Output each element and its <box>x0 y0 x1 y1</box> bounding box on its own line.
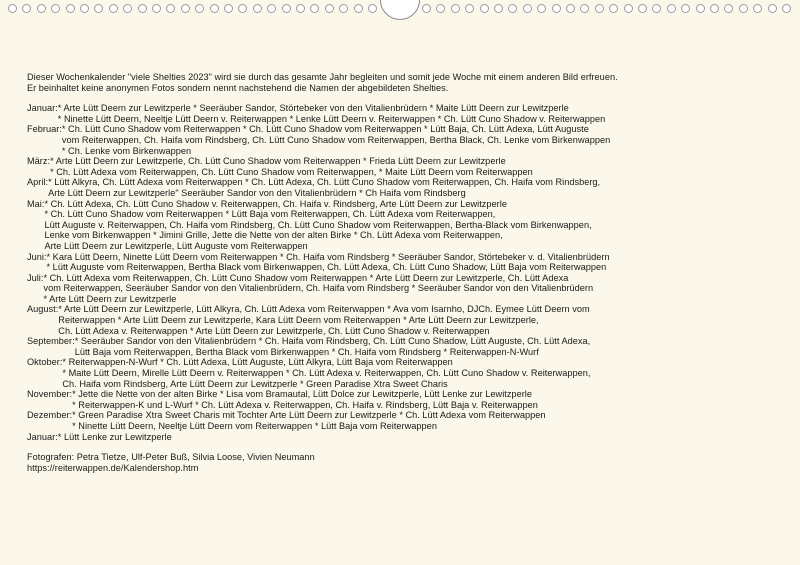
month-dog-names <box>48 177 600 198</box>
month-entry <box>27 156 787 177</box>
binding-hole <box>339 4 348 13</box>
binding-hole <box>696 4 705 13</box>
month-dog-names <box>50 156 533 177</box>
month-entry <box>27 410 787 431</box>
month-line: * Maite Lütt Deern, Mirelle Lütt Deern v. Reiterwappen * Ch. Lütt Adexa v. Reiterwappen, Ch. Lütt Cuno Shadow v. Reiterwappen, <box>62 368 591 379</box>
month-line: Ch. Haifa vom Rindsberg, Arte Lütt Deern zur Lewitzperle * Green Paradise Xtra Sweet Charis <box>62 378 448 389</box>
month-dog-names <box>72 410 545 431</box>
binding-hole <box>667 4 676 13</box>
month-label: Dezember: <box>27 410 73 421</box>
month-line: * Ch. Lütt Cuno Shadow vom Reiterwappen * Ch. Lütt Cuno Shadow vom Reiterwappen * Lütt Baja, Ch. Lütt Adexa, Lütt Auguste <box>61 124 589 135</box>
binding-hole <box>681 4 690 13</box>
month-entry <box>27 252 787 273</box>
binding-hole <box>566 4 575 13</box>
binding-hole <box>580 4 589 13</box>
month-entry <box>27 357 787 389</box>
month-line: * Kara Lütt Deern, Ninette Lütt Deern vom Reiterwappen * Ch. Haifa vom Rindsberg * Seeräuber Sandor, Störtebeker v. d. Vitalienbrüdern <box>46 251 610 262</box>
month-line: * Ninette Lütt Deern, Neeltje Lütt Deern v. Reiterwappen * Lenke Lütt Deern v. Reiterwappen * Ch. Lütt Cuno Shadow v. Reiterwappen <box>57 113 606 124</box>
month-line: * Lütt Alkyra, Ch. Lütt Adexa vom Reiterwappen * Ch. Lütt Adexa, Ch. Lütt Cuno Shadow vom Reiterwappen, Ch. Haifa vom Rindsberg, <box>48 177 601 188</box>
binding-hole <box>238 4 247 13</box>
month-label: April: <box>27 177 49 188</box>
intro-text <box>27 72 787 93</box>
month-line: * Ch. Lütt Adexa vom Reiterwappen, Ch. Lütt Cuno Shadow vom Reiterwappen, * Maite Lütt Deern vom Reiterwappen <box>50 166 533 177</box>
month-line: * Ninette Lütt Deern, Neeltje Lütt Deern vom Reiterwappen * Lütt Baja vom Reiterwappen <box>72 421 437 431</box>
binding-hole <box>739 4 748 13</box>
month-dog-names <box>58 432 172 443</box>
binding-hole <box>436 4 445 13</box>
month-label: Januar: <box>27 431 58 442</box>
month-dog-names <box>58 103 606 124</box>
binding-hole <box>768 4 777 13</box>
month-entry <box>27 273 787 305</box>
month-line: Lütt Auguste v. Reiterwappen, Ch. Haifa vom Rindsberg, Ch. Lütt Cuno Shadow vom Reiterwappen, Bertha-Black vom Birkenwappen, <box>44 219 592 230</box>
month-line: * Arte Lütt Deern zur Lewitzperle, Ch. Lütt Cuno Shadow vom Reiterwappen * Frieda Lütt Deern zur Lewitzperle <box>50 156 506 167</box>
binding-hole <box>210 4 219 13</box>
binding-hole <box>537 4 546 13</box>
month-line: vom Reiterwappen, Ch. Haifa vom Rindsberg, Ch. Lütt Cuno Shadow vom Reiterwappen, Bertha Black, Ch. Lenke vom Birkenwappen <box>61 134 611 145</box>
binding-hole <box>296 4 305 13</box>
binding-hole <box>123 4 132 13</box>
binding-hole <box>325 4 334 13</box>
binding-hole <box>595 4 604 13</box>
month-entry <box>27 336 787 357</box>
month-line: * Green Paradise Xtra Sweet Charis mit Tochter Arte Lütt Deern zur Lewitzperle * Ch. Lütt Adexa vom Reiterwappen <box>72 410 546 421</box>
month-dog-names <box>43 273 593 305</box>
month-entry <box>27 177 787 198</box>
binding-hole <box>8 4 17 13</box>
month-line: Arte Lütt Deern zur Lewitzperle, Lütt Auguste vom Reiterwappen <box>44 240 308 251</box>
month-line: * Lütt Auguste vom Reiterwappen, Bertha Black vom Birkenwappen, Ch. Lütt Adexa, Ch. Lütt Cuno Shadow, Lütt Baja vom Reiterwappen <box>46 262 607 273</box>
binding-hole <box>552 4 561 13</box>
binding-hole <box>181 4 190 13</box>
hanger-notch <box>380 0 420 20</box>
month-label: März: <box>27 156 51 167</box>
month-line: * Ch. Lütt Cuno Shadow vom Reiterwappen * Lütt Baja vom Reiterwappen, Ch. Lütt Adexa vom Reiterwappen, <box>44 209 496 220</box>
binding-hole <box>354 4 363 13</box>
month-line: * Ch. Lenke vom Birkenwappen <box>61 145 192 156</box>
binding-hole <box>282 4 291 13</box>
binding-hole <box>310 4 319 13</box>
month-line: * Jette die Nette von der alten Birke * Lisa vom Bramautal, Lütt Dolce zur Lewitzperle, Lütt Lenke zur Lewitzperle <box>72 389 532 400</box>
month-dog-names <box>44 199 591 252</box>
binding-hole <box>267 4 276 13</box>
binding-hole <box>724 4 733 13</box>
binding-hole <box>480 4 489 13</box>
intro-line: Dieser Wochenkalender "viele Shelties 2023" wird sie durch das gesamte Jahr begleiten und somit jede Woche mit einem anderen Bild erfreuen. <box>27 72 618 82</box>
month-entry <box>27 389 787 410</box>
month-entry <box>27 304 787 336</box>
month-label: September: <box>27 336 75 347</box>
footer <box>27 452 787 473</box>
month-label: November: <box>27 389 73 400</box>
month-label: Mai: <box>27 198 45 209</box>
binding-hole <box>138 4 147 13</box>
calendar-binding-holes <box>0 0 800 22</box>
binding-hole <box>66 4 75 13</box>
month-list <box>27 103 787 442</box>
binding-hole <box>166 4 175 13</box>
month-line: * Seeräuber Sandor von den Vitalienbrüdern * Ch. Haifa vom Rindsberg, Ch. Lütt Cuno Shadow, Lütt Auguste, Ch. Lütt Adexa, <box>74 336 591 347</box>
month-line: Arte Lütt Deern zur Lewitzperle" Seeräuber Sandor von den Vitalienbrüdern * Ch Haifa vom Rindsberg <box>48 187 466 198</box>
binding-hole <box>368 4 377 13</box>
calendar-info-page <box>27 72 787 473</box>
binding-hole <box>609 4 618 13</box>
binding-hole <box>422 4 431 13</box>
month-line: Ch. Lütt Adexa v. Reiterwappen * Arte Lütt Deern zur Lewitzperle, Ch. Lütt Cuno Shadow v. Reiterwappen <box>58 325 490 336</box>
month-label: Februar: <box>27 124 62 135</box>
month-line: * Ch. Lütt Adexa vom Reiterwappen, Ch. Lütt Cuno Shadow vom Reiterwappen * Arte Lütt Deern zur Lewitzperle, Ch. Lütt Adexa <box>43 272 569 283</box>
month-line: * Arte Lütt Deern zur Lewitzperle * Seeräuber Sandor, Störtebeker von den Vitalienbrüdern * Maite Lütt Deern zur Lewitzperle <box>57 103 569 114</box>
month-label: August: <box>27 304 59 315</box>
month-label: Juli: <box>27 272 44 283</box>
month-entry <box>27 124 787 156</box>
month-dog-names <box>58 304 589 336</box>
binding-hole <box>523 4 532 13</box>
shop-url: https://reiterwappen.de/Kalendershop.htm <box>27 462 199 473</box>
month-line: * Reiterwappen-K und L-Wurf * Ch. Lütt Adexa v. Reiterwappen, Ch. Haifa v. Rindsberg, Lütt Baja v. Reiterwappen <box>72 399 538 410</box>
month-label: Oktober: <box>27 357 63 368</box>
photographers-credit: Fotografen: Petra Tietze, Ulf-Peter Buß, Silvia Loose, Vivien Neumann <box>27 452 315 463</box>
binding-hole <box>224 4 233 13</box>
month-line: * Reiterwappen-N-Wurf * Ch. Lütt Adexa, Lütt Auguste, Lütt Alkyra, Lütt Baja vom Reiterwappen <box>62 357 453 368</box>
month-line: * Arte Lütt Deern zur Lewitzperle <box>43 293 177 304</box>
binding-hole <box>22 4 31 13</box>
binding-hole <box>253 4 262 13</box>
month-line: Lenke vom Birkenwappen * Jimini Grille, Jette die Nette von der alten Birke * Ch. Lütt Adexa vom Reiterwappen, <box>44 230 503 241</box>
binding-hole <box>710 4 719 13</box>
binding-hole <box>465 4 474 13</box>
month-entry <box>27 199 787 252</box>
binding-hole <box>37 4 46 13</box>
month-line: * Lütt Lenke zur Lewitzperle <box>57 431 172 442</box>
binding-hole <box>753 4 762 13</box>
binding-hole <box>80 4 89 13</box>
binding-hole <box>94 4 103 13</box>
binding-hole <box>494 4 503 13</box>
binding-hole <box>109 4 118 13</box>
month-label: Juni: <box>27 251 47 262</box>
month-line: vom Reiterwappen, Seeräuber Sandor von den Vitalienbrüdern, Ch. Haifa vom Rindsberg * Seeräuber Sandor von den Vitalienbrüdern <box>43 283 594 294</box>
binding-hole <box>451 4 460 13</box>
binding-hole <box>508 4 517 13</box>
binding-hole <box>652 4 661 13</box>
binding-hole <box>782 4 791 13</box>
month-line: * Arte Lütt Deern zur Lewitzperle, Lütt Alkyra, Ch. Lütt Adexa vom Reiterwappen * Ava vom Isarnho, DJCh. Eymee Lütt Deern vom <box>58 304 590 315</box>
month-label: Januar: <box>27 103 58 114</box>
month-dog-names <box>72 389 538 410</box>
month-line: Reiterwappen * Arte Lütt Deern zur Lewitzperle, Kara Lütt Deern vom Reiterwappen * Arte Lütt Deern zur Lewitzperle, <box>58 315 539 326</box>
month-entry <box>27 432 787 443</box>
binding-hole <box>152 4 161 13</box>
month-line: Lütt Baja vom Reiterwappen, Bertha Black vom Birkenwappen * Ch. Haifa vom Rindsberg * Reiterwappen-N-Wurf <box>74 346 539 357</box>
binding-hole <box>195 4 204 13</box>
month-dog-names <box>47 252 610 273</box>
month-dog-names <box>75 336 591 357</box>
binding-hole <box>51 4 60 13</box>
month-dog-names <box>62 357 590 389</box>
binding-hole <box>638 4 647 13</box>
month-line: * Ch. Lütt Adexa, Ch. Lütt Cuno Shadow v. Reiterwappen, Ch. Haifa v. Rindsberg, Arte Lütt Deern zur Lewitzperle <box>44 198 507 209</box>
month-dog-names <box>62 124 610 156</box>
month-entry <box>27 103 787 124</box>
binding-hole <box>624 4 633 13</box>
intro-line: Er beinhaltet keine anonymen Fotos sondern nennt nachstehend die Namen der abgebildeten Shelties. <box>27 82 449 93</box>
